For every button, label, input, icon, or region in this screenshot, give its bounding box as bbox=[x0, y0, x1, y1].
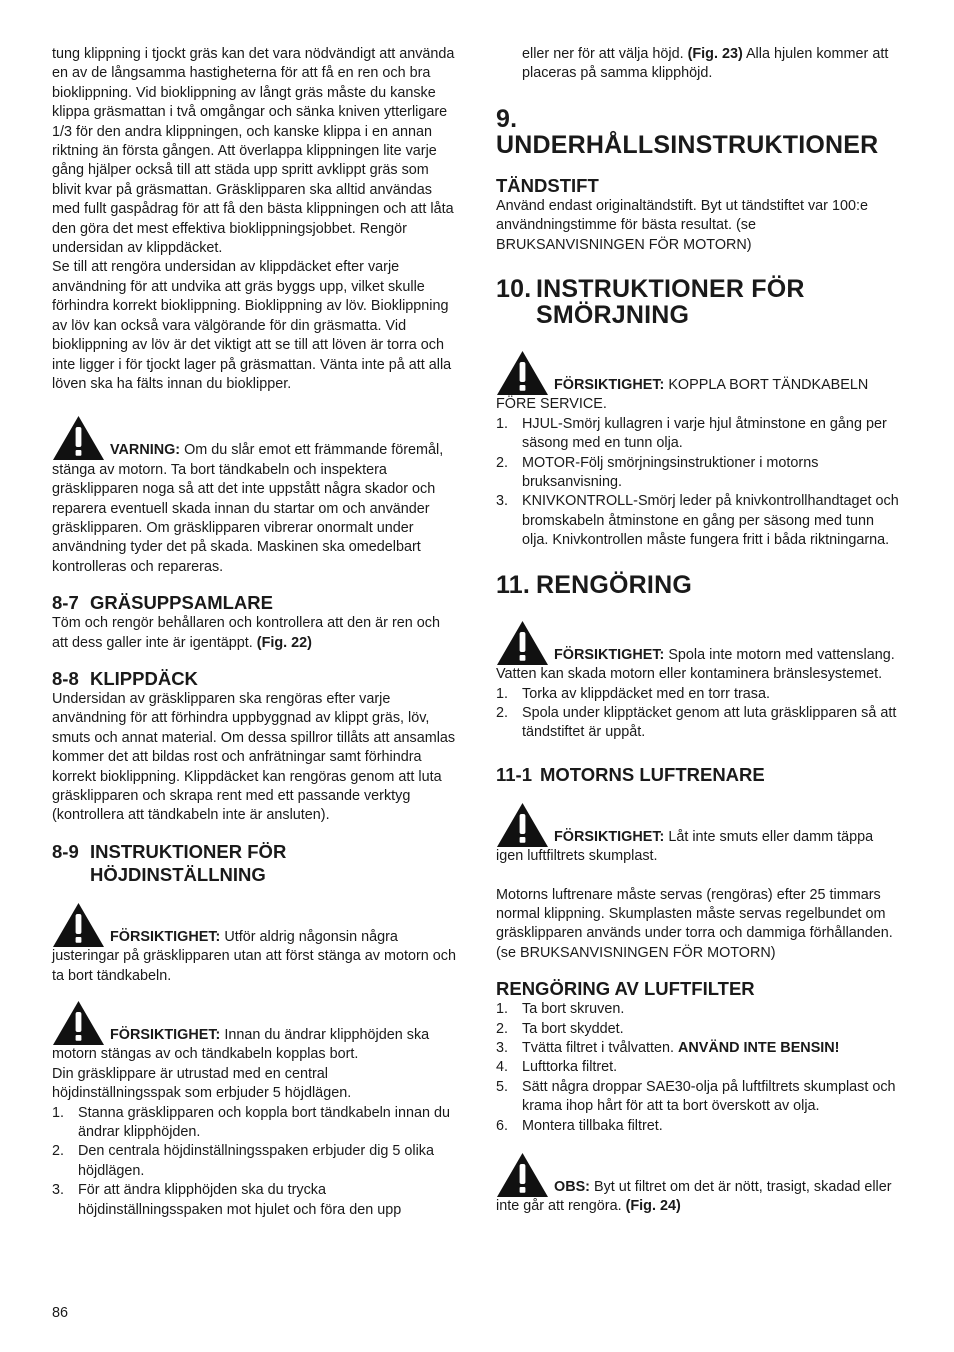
list-item: 2. Ta bort skyddet. bbox=[496, 1020, 624, 1037]
caution-text: Låt inte smuts eller damm täppa igen luftfiltrets skumplast. bbox=[496, 828, 874, 865]
list-item: 1. Torka av klippdäcket med en torr trasa. bbox=[496, 685, 770, 702]
section-heading-11-1: 11-1 MOTORNS LUFTRENARE bbox=[496, 763, 765, 785]
caution-text: Spola inte motorn med vattenslang. Vatten kan skada motorn eller kontaminera bränslesystemet. bbox=[496, 646, 895, 683]
caution-label: FÖRSIKTIGHET: bbox=[554, 377, 665, 394]
warning-notice bbox=[52, 415, 456, 577]
lubrication-list bbox=[496, 415, 904, 551]
section-8-9-text: Din gräsklippare är utrustad med en central höjdinställningsspak som erbjuder 5 höjdlägen. bbox=[52, 1065, 352, 1102]
air-filter-list bbox=[496, 1000, 904, 1136]
note-text: Byt ut filtret om det är nött, trasigt, skadad eller inte går att rengöra. bbox=[496, 1179, 892, 1215]
height-steps-list bbox=[52, 1104, 456, 1220]
figure-ref-22: (Fig. 22) bbox=[256, 634, 312, 651]
list-item: 4. Lufttorka filtret. bbox=[496, 1059, 618, 1076]
section-heading-11: 11. RENGÖRING bbox=[496, 570, 692, 599]
caution-text: KOPPLA BORT TÄNDKABELN FÖRE SERVICE. bbox=[496, 377, 869, 413]
list-item: 2. Spola under klipptäcket genom att luta gräsklipparen så att tändstiftet är uppåt. bbox=[496, 704, 897, 741]
section-heading-9: 9.UNDERHÅLLSINSTRUKTIONER bbox=[496, 104, 879, 159]
section-8-7-text: Töm och rengör behållaren och kontrollera att den är ren och att dess galler inte är igentäppt. (Fig. 22) bbox=[52, 615, 440, 651]
list-item: 1. Stanna gräsklipparen och koppla bort tändkabeln innan du ändrar klipphöjden. bbox=[52, 1104, 451, 1141]
list-item: 3. För att ändra klipphöjden ska du trycka höjdinställningsspaken mot hjulet och föra den upp bbox=[52, 1182, 402, 1218]
list-item: 1. Ta bort skruven. bbox=[496, 1001, 625, 1018]
left-column bbox=[52, 45, 456, 1220]
caution-notice-dust bbox=[496, 802, 904, 867]
list-item: 6. Montera tillbaka filtret. bbox=[496, 1117, 663, 1134]
section-8-8-text: Undersidan av gräsklipparen ska rengöras efter varje användning för att förhindra uppbyggnad av klippt gräs, löv, smuts och annat material. Om dessa spillror tillåts att ansamlas kommer det att bildas rost och anfrätningar samt förhindra korrekt bioklippning. Klippdäcket kan rengöras genom att luta gräsklipparen och skrapa rent med ett passande verktyg (kontrollera att tändkabeln inte är ansluten). bbox=[52, 690, 456, 824]
section-heading-8-9: 8-9 INSTRUKTIONER FÖR HÖJDINSTÄLLNING bbox=[52, 840, 287, 885]
subheading-tandstift: TÄNDSTIFT bbox=[496, 174, 599, 196]
caution-notice-height bbox=[52, 1000, 456, 1065]
figure-ref-24: (Fig. 24) bbox=[625, 1198, 681, 1215]
list-item: 3. KNIVKONTROLL-Smörj leder på knivkontrollhandtaget och bromskabeln åtminstone en gång per säsong med tunn olja. Knivkontrollen måste fungera fritt i båda riktningarna. bbox=[496, 493, 899, 549]
note-label: OBS: bbox=[554, 1179, 590, 1195]
caution-label: FÖRSIKTIGHET: bbox=[554, 828, 665, 845]
caution-label: FÖRSIKTIGHET: bbox=[110, 928, 221, 945]
caution-notice-water bbox=[496, 620, 904, 685]
intro-paragraph-2: Se till att rengöra undersidan av klippdäcket efter varje användning för att undvika att gräs byggs upp, vilket skulle förhindra korrekt bioklippning. Bioklippning av löv. Bioklippning av löv kan också vara välgörande för din gräsmatta. Vid bioklippning av löv är det viktigt att se till att löven är torra och inte ligger i för tjockt lager på gräsmattan. Vänta inte på att alla löven ska ha fälts innan du bioklipper. bbox=[52, 259, 452, 392]
caution-label: FÖRSIKTIGHET: bbox=[554, 646, 665, 663]
page-number: 86 bbox=[52, 1305, 69, 1321]
caution-text: Utför aldrig någonsin några justeringar på gräsklipparen utan att först stänga av motorn och ta bort tändkabeln. bbox=[52, 928, 456, 984]
intro-paragraph-1: tung klippning i tjockt gräs kan det vara nödvändigt att använda en av de långsamma hastigheterna för att få en ren och bra bioklippning. Vid bioklippning av långt gräs måste du kanske klippa gräsmattan i två omgångar och sänka kniven ytterligare 1/3 för den andra klippningen, och kanske klippa i en annan riktning än första gången. Att överlappa klippningen lite varje gång hjälper också till att städa upp spritt avklippt gräs som blivit kvar på gräsmattan. Gräsklipparen ska alltid användas med fullt gaspådrag för att få den bästa klippningen och att låta den göra det mest effektiva bioklippningsjobbet. Rengör undersidan av klippdäcket. bbox=[52, 46, 455, 257]
no-gasoline-warning: ANVÄND INTE BENSIN! bbox=[677, 1039, 840, 1056]
section-heading-8-7: 8-7 GRÄSUPPSAMLARE bbox=[52, 592, 273, 614]
list-item: 3. Tvätta filtret i tvålvatten. ANVÄND INTE BENSIN! bbox=[496, 1039, 840, 1056]
list-item: 2. Den centrala höjdinställningsspaken erbjuder dig 5 olika höjdlägen. bbox=[52, 1143, 434, 1179]
subheading-air-filter: RENGÖRING AV LUFTFILTER bbox=[496, 978, 755, 1000]
continuation-text: eller ner för att välja höjd. (Fig. 23) Alla hjulen kommer att placeras på samma klipphöjd. bbox=[522, 46, 889, 82]
section-heading-8-8: 8-8 KLIPPDÄCK bbox=[52, 667, 198, 689]
air-cleaner-text: Motorns luftrenare måste servas (rengöras) efter 25 timmars normal klippning. Skumplasten måste servas regelbundet om gräsklipparen används under torra och dammiga förhållanden. (se BRUKSANVISNINGEN FÖR MOTORN) bbox=[496, 886, 893, 961]
list-item: 5. Sätt några droppar SAE30-olja på luftfiltrets skumplast och krama ihop hårt för att ta bort överskott av olja. bbox=[496, 1078, 896, 1115]
list-item: 2. MOTOR-Följ smörjningsinstruktioner i motorns bruksanvisning. bbox=[496, 454, 819, 491]
note-notice bbox=[496, 1152, 904, 1217]
section-heading-10: 10. INSTRUKTIONER FÖR SMÖRJNING bbox=[496, 275, 805, 330]
cleaning-list bbox=[496, 685, 904, 743]
warning-text: Om du slår emot ett främmande föremål, stänga av motorn. Ta bort tändkabeln och inspektera gräsklipparen noga så att det inte uppstått några skador och reparera eventuell skada innan du startar om och använder gräsklipparen. Om gräsklipparen vibrerar onormalt under användning tyder det på skada. Maskinen ska omedelbart kontrolleras och repareras. bbox=[52, 442, 444, 575]
caution-text: Innan du ändrar klipphöjden ska motorn stängas av och tändkabeln kopplas bort. bbox=[52, 1027, 430, 1063]
caution-notice-service bbox=[496, 350, 904, 415]
caution-label: FÖRSIKTIGHET: bbox=[110, 1027, 221, 1044]
warning-label: VARNING: bbox=[110, 442, 181, 459]
tandstift-text: Använd endast originaltändstift. Byt ut tändstiftet var 100:e användningstimme för bästa resultat. (se BRUKSANVISNINGEN FÖR MOTORN) bbox=[496, 197, 868, 253]
figure-ref-23: (Fig. 23) bbox=[687, 46, 743, 62]
right-column bbox=[496, 45, 904, 1217]
list-item: 1. HJUL-Smörj kullagren i varje hjul åtminstone en gång per säsong med en tunn olja. bbox=[496, 415, 887, 452]
caution-notice-adjust bbox=[52, 902, 456, 986]
